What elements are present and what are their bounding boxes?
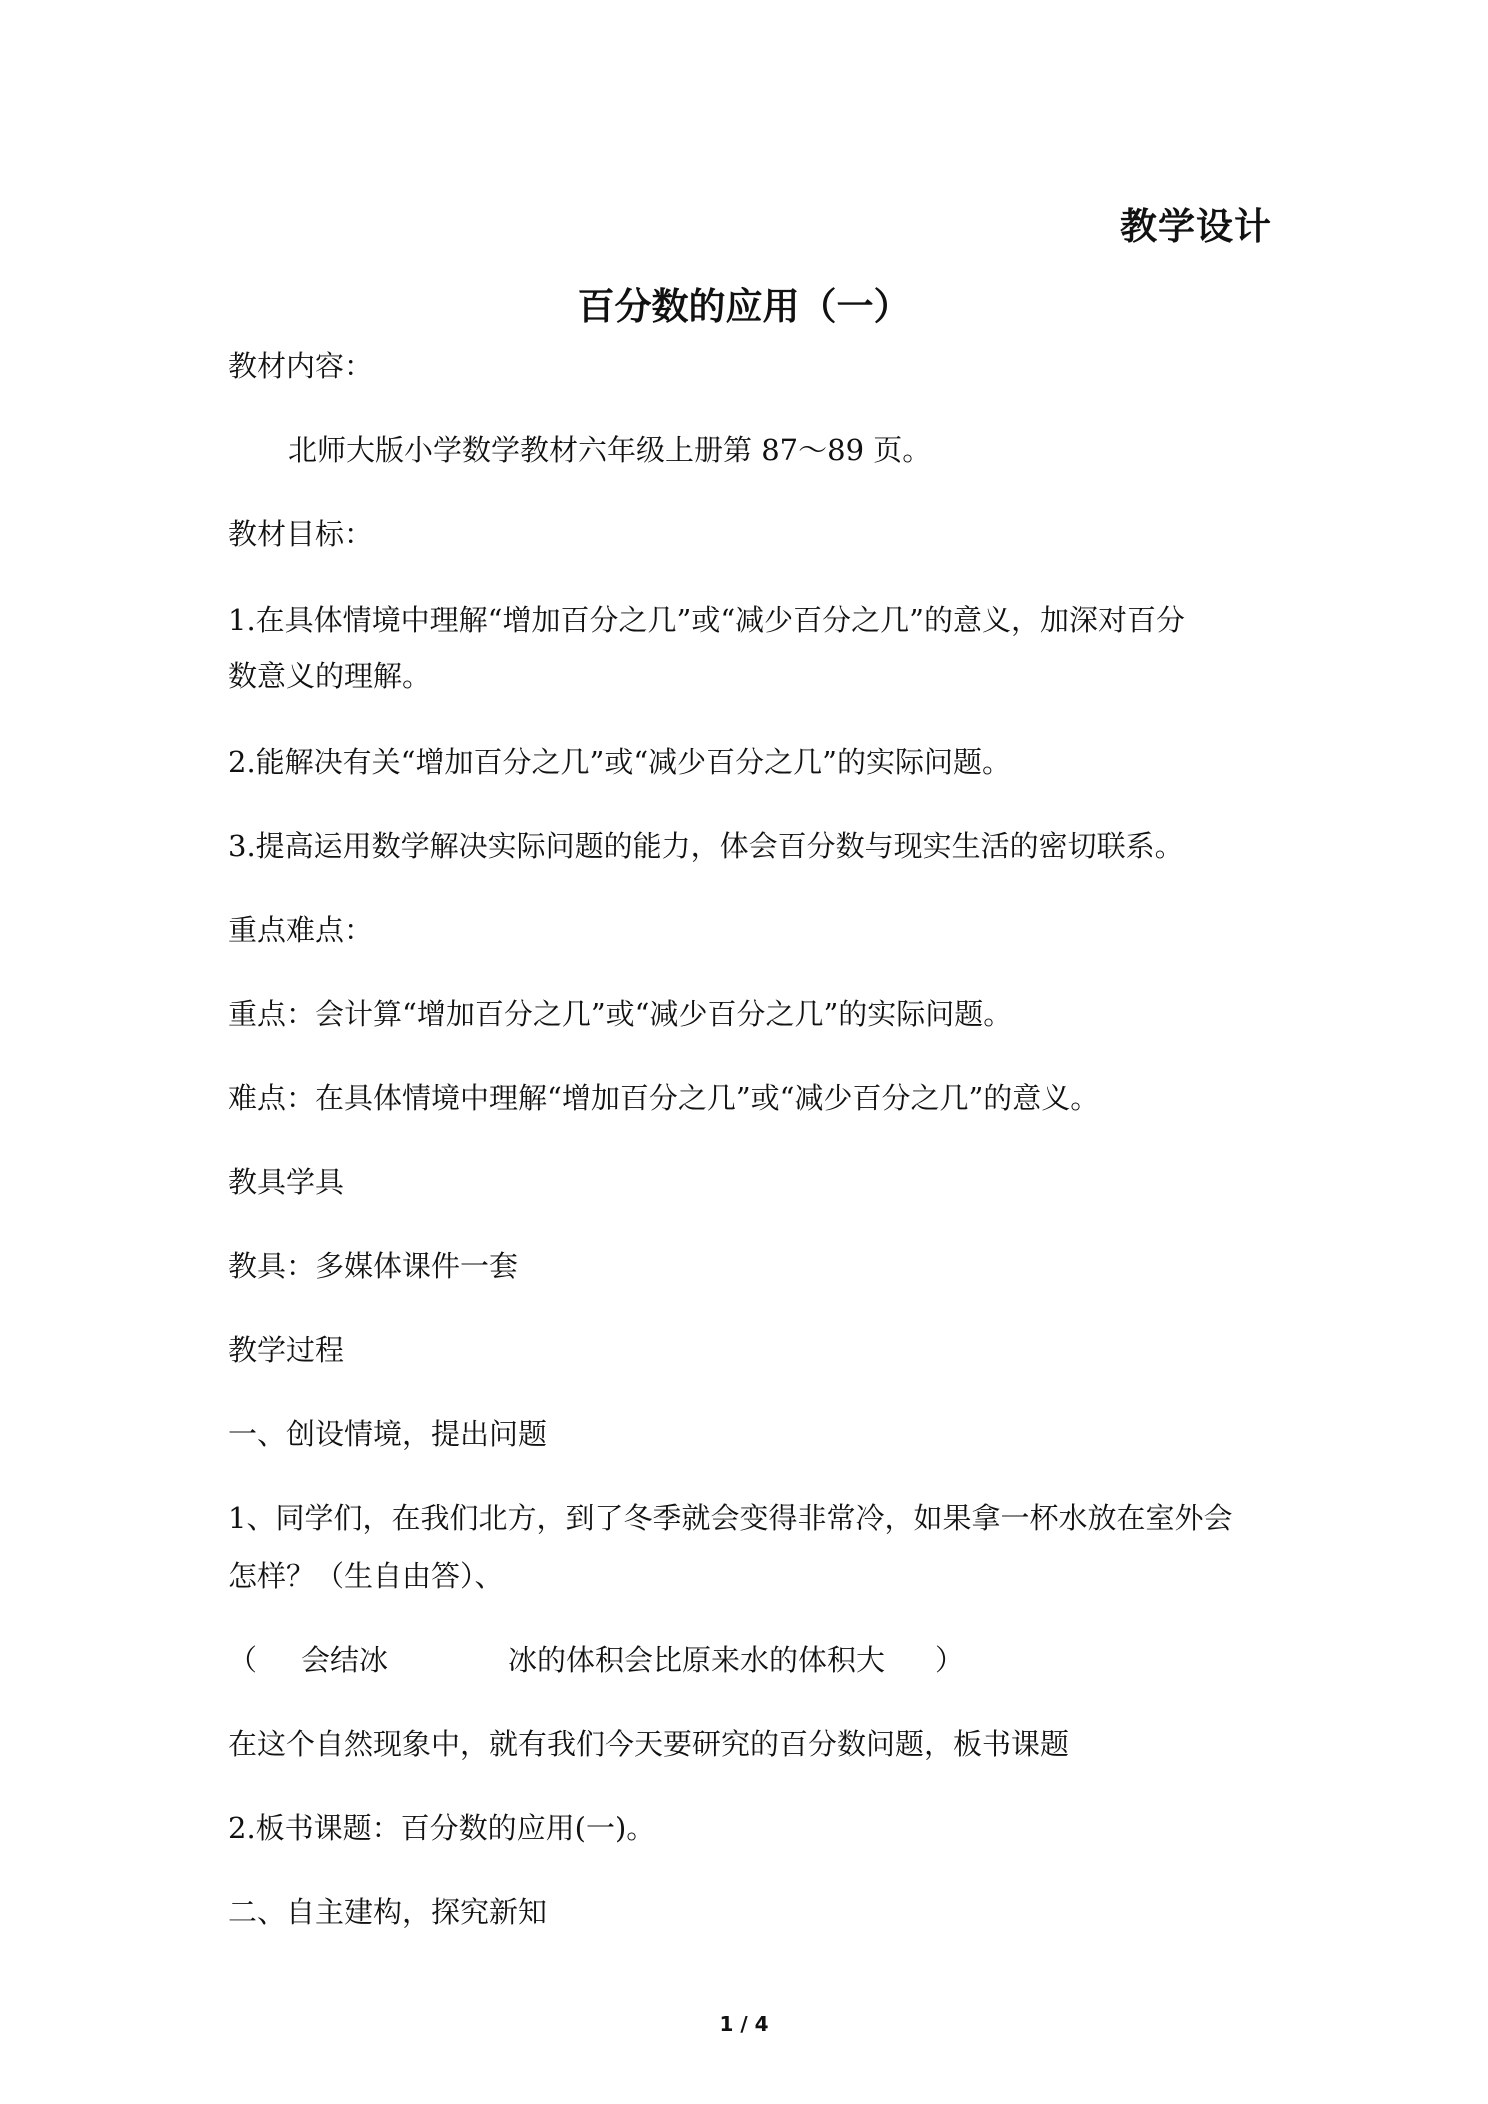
paren-close: ） <box>935 1643 965 1677</box>
answer-part-1: 会结冰 <box>301 1643 389 1677</box>
answer-parenthetical <box>228 1642 964 1678</box>
tools-line: 教具：多媒体课件一套 <box>228 1249 519 1283</box>
section-heading-content: 教材内容： <box>228 349 374 383</box>
page-number: 1 / 4 <box>719 2012 769 2036</box>
objective-3: 3.提高运用数学解决实际问题的能力，体会百分数与现实生活的密切联系。 <box>228 829 1184 863</box>
paragraph-content: 北师大版小学数学教材六年级上册第 87～89 页。 <box>288 433 932 467</box>
process-step-1-heading: 一、创设情境，提出问题 <box>228 1417 548 1451</box>
paren-open: （ <box>228 1643 258 1677</box>
answer-part-2: 冰的体积会比原来水的体积大 <box>508 1643 886 1677</box>
section-heading-tools: 教具学具 <box>228 1165 345 1199</box>
difficult-point: 难点：在具体情境中理解“增加百分之几”或“减少百分之几”的意义。 <box>228 1081 1100 1115</box>
objective-1-line-1: 1.在具体情境中理解“增加百分之几”或“减少百分之几”的意义，加深对百分 <box>228 603 1185 637</box>
section-heading-key-points: 重点难点： <box>228 913 374 947</box>
document-title: 百分数的应用（一） <box>577 285 911 328</box>
header-title: 教学设计 <box>1120 205 1272 248</box>
section-heading-process: 教学过程 <box>228 1333 345 1367</box>
section-heading-objectives: 教材目标： <box>228 517 374 551</box>
process-paragraph-line-2: 怎样？（生自由答）、 <box>228 1559 504 1593</box>
process-paragraph-line-4: 2.板书课题：百分数的应用(一)。 <box>228 1811 656 1845</box>
process-paragraph-line-3: 在这个自然现象中，就有我们今天要研究的百分数问题，板书课题 <box>228 1727 1070 1761</box>
objective-2: 2.能解决有关“增加百分之几”或“减少百分之几”的实际问题。 <box>228 745 1011 779</box>
objective-1-line-2: 数意义的理解。 <box>228 659 432 693</box>
process-step-2-heading: 二、自主建构，探究新知 <box>228 1895 548 1929</box>
key-point: 重点：会计算“增加百分之几”或“减少百分之几”的实际问题。 <box>228 997 1013 1031</box>
process-paragraph-line-1: 1、同学们，在我们北方，到了冬季就会变得非常冷，如果拿一杯水放在室外会 <box>228 1501 1233 1535</box>
